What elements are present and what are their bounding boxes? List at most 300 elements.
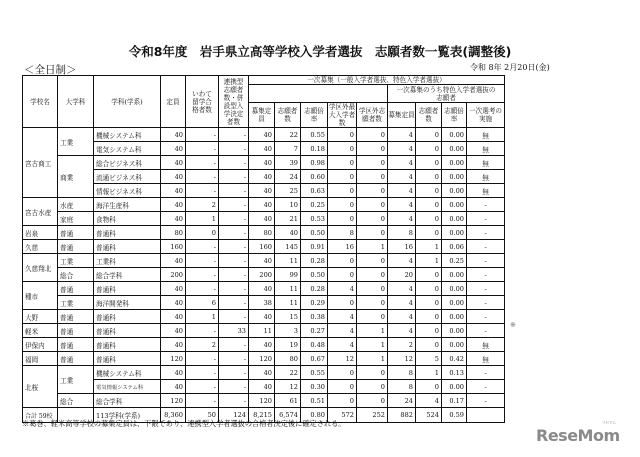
applicants-cell: 61 — [275, 394, 301, 408]
t-ratio-cell: 0.25 — [442, 254, 467, 268]
applicants-cell: 99 — [275, 268, 301, 282]
ratio-cell: 0.38 — [301, 310, 328, 324]
first-selection-cell: - — [467, 282, 505, 296]
recruit-cell: 40 — [249, 184, 275, 198]
out-max-cell: 0 — [328, 366, 357, 380]
out-max-cell: 0 — [328, 254, 357, 268]
table-row — [23, 352, 505, 366]
out-max-cell: 0 — [328, 212, 357, 226]
major-name: 水産 — [58, 198, 94, 212]
school-name: 伊保内 — [23, 338, 58, 352]
capacity-cell: 40 — [161, 366, 186, 380]
table-row — [23, 170, 505, 184]
capacity-cell: 40 — [161, 380, 186, 394]
t-ratio-cell: 0.00 — [442, 282, 467, 296]
t-recruit-cell: 4 — [388, 142, 416, 156]
t-ratio-cell: 0.00 — [442, 170, 467, 184]
dept-name: 情報ビジネス科 — [94, 184, 161, 198]
table-row — [23, 156, 505, 170]
school-name: 軽米 — [23, 324, 58, 338]
recruit-cell: 120 — [249, 352, 275, 366]
t-ratio-cell: 0.00 — [442, 142, 467, 156]
applicants-cell: 21 — [275, 212, 301, 226]
out-app-cell: 0 — [357, 282, 388, 296]
school-name: 久慈翔北 — [23, 254, 58, 282]
ratio-cell: 0.18 — [301, 142, 328, 156]
out-app-cell: 0 — [357, 254, 388, 268]
dept-name: 普通科 — [94, 240, 161, 254]
out-max-cell: 0 — [328, 184, 357, 198]
total-iwate: 50 — [186, 408, 219, 423]
major-name: 総合 — [58, 268, 94, 282]
t-ratio-cell: 0.00 — [442, 226, 467, 240]
table-row — [23, 366, 505, 380]
footnote: ※葛巻、軽米高等学校の募集定員は、下限であり、連携型入学者選抜の合格者決定後に確定される。 — [22, 419, 346, 428]
renkei-cell: - — [219, 352, 249, 366]
header-capacity: 定員 — [161, 76, 186, 128]
major-name: 普通 — [58, 226, 94, 240]
capacity-cell: 120 — [161, 394, 186, 408]
t-ratio-cell: 0.00 — [442, 296, 467, 310]
capacity-cell: 40 — [161, 282, 186, 296]
header-recruit: 募集定員 — [249, 103, 275, 128]
major-name: 工業 — [58, 254, 94, 268]
t-ratio-cell: 0.00 — [442, 380, 467, 394]
total-recruit: 8,215 — [249, 408, 275, 423]
t-recruit-cell: 20 — [388, 268, 416, 282]
out-app-cell: 1 — [357, 240, 388, 254]
ratio-cell: 0.55 — [301, 366, 328, 380]
recruit-cell: 200 — [249, 268, 275, 282]
applicants-cell: 19 — [275, 338, 301, 352]
t-recruit-cell: 16 — [388, 240, 416, 254]
major-name: 家庭 — [58, 212, 94, 226]
header-t-ratio: 志願倍率 — [442, 103, 467, 128]
applicants-cell: 80 — [275, 352, 301, 366]
total-capacity: 8,360 — [161, 408, 186, 423]
renkei-cell: - — [219, 394, 249, 408]
t-app-cell: 5 — [416, 352, 442, 366]
renkei-cell: - — [219, 170, 249, 184]
t-ratio-cell: 0.00 — [442, 128, 467, 142]
t-app-cell: 0 — [416, 184, 442, 198]
total-school: 合計 59校 — [23, 408, 58, 423]
t-app-cell: 0 — [416, 198, 442, 212]
applicants-table — [22, 75, 505, 423]
applicants-cell: 24 — [275, 170, 301, 184]
total-dept: 113学科(学系) — [94, 408, 161, 423]
first-selection-cell: 無 — [467, 156, 505, 170]
capacity-cell: 40 — [161, 254, 186, 268]
dept-name: 海洋開発科 — [94, 296, 161, 310]
table-row — [23, 184, 505, 198]
out-max-cell: 0 — [328, 170, 357, 184]
t-app-cell: 0 — [416, 324, 442, 338]
total-out-max: 572 — [328, 408, 357, 423]
out-app-cell: 0 — [357, 394, 388, 408]
ratio-cell: 0.27 — [301, 324, 328, 338]
header-blank — [249, 85, 388, 103]
t-recruit-cell: 8 — [388, 226, 416, 240]
header-first: 一次選考の実施 — [467, 103, 505, 128]
t-app-cell: 1 — [416, 240, 442, 254]
major-name: 普通 — [58, 240, 94, 254]
t-recruit-cell: 4 — [388, 170, 416, 184]
dept-name: 総合ビジネス科 — [94, 156, 161, 170]
out-app-cell: 0 — [357, 310, 388, 324]
header-dept: 学科(学系) — [94, 76, 161, 128]
table-row — [23, 324, 505, 338]
t-ratio-cell: 0.00 — [442, 324, 467, 338]
capacity-cell: 120 — [161, 352, 186, 366]
total-first-selection — [467, 408, 505, 423]
applicants-cell: 11 — [275, 254, 301, 268]
out-max-cell: 4 — [328, 324, 357, 338]
iwate-cell: 1 — [186, 310, 219, 324]
first-selection-cell: 無 — [467, 338, 505, 352]
school-name: 宮古水産 — [23, 198, 58, 226]
ratio-cell: 0.98 — [301, 156, 328, 170]
total-t-recruit: 882 — [388, 408, 416, 423]
iwate-cell: - — [186, 170, 219, 184]
renkei-cell: - — [219, 128, 249, 142]
header-school: 学校名 — [23, 76, 58, 128]
capacity-cell: 40 — [161, 324, 186, 338]
first-selection-cell: - — [467, 226, 505, 240]
school-name: 宮古商工 — [23, 128, 58, 198]
capacity-cell: 80 — [161, 226, 186, 240]
out-app-cell: 0 — [357, 268, 388, 282]
t-recruit-cell: 4 — [388, 296, 416, 310]
recruit-cell: 120 — [249, 394, 275, 408]
t-ratio-cell: 0.00 — [442, 338, 467, 352]
dept-name: 電気システム科 — [94, 142, 161, 156]
t-ratio-cell: 0.00 — [442, 310, 467, 324]
renkei-cell: - — [219, 156, 249, 170]
out-max-cell: 0 — [328, 380, 357, 394]
table-row — [23, 394, 505, 408]
t-app-cell: 0 — [416, 282, 442, 296]
applicants-cell: 11 — [275, 296, 301, 310]
ratio-cell: 0.63 — [301, 184, 328, 198]
t-app-cell: 0 — [416, 142, 442, 156]
header-ratio: 志願倍率 — [301, 103, 328, 128]
major-name: 工業 — [58, 296, 94, 310]
renkei-cell: - — [219, 226, 249, 240]
header-group2: 一次募集のうち特色入学者選抜の志願者 — [388, 85, 505, 103]
capacity-cell: 40 — [161, 310, 186, 324]
major-name: 工業 — [58, 128, 94, 156]
t-ratio-cell: 0.06 — [442, 240, 467, 254]
t-app-cell: 4 — [416, 394, 442, 408]
applicants-cell: 11 — [275, 282, 301, 296]
table-row — [23, 212, 505, 226]
renkei-cell: - — [219, 282, 249, 296]
iwate-cell: 1 — [186, 212, 219, 226]
t-recruit-cell: 12 — [388, 352, 416, 366]
out-app-cell: 0 — [357, 184, 388, 198]
table-row — [23, 268, 505, 282]
t-app-cell: 0 — [416, 212, 442, 226]
major-name: 普通 — [58, 338, 94, 352]
renkei-cell: - — [219, 296, 249, 310]
t-app-cell: 0 — [416, 310, 442, 324]
ratio-cell: 0.53 — [301, 212, 328, 226]
applicants-cell: 22 — [275, 128, 301, 142]
out-app-cell: 0 — [357, 212, 388, 226]
capacity-cell: 40 — [161, 142, 186, 156]
capacity-cell: 200 — [161, 268, 186, 282]
capacity-cell: 40 — [161, 198, 186, 212]
out-app-cell: 0 — [357, 142, 388, 156]
t-app-cell: 0 — [416, 170, 442, 184]
dept-name: 機械システム科 — [94, 128, 161, 142]
dept-name: 普通科 — [94, 338, 161, 352]
iwate-cell: - — [186, 352, 219, 366]
school-name: 久慈 — [23, 240, 58, 254]
iwate-cell: - — [186, 128, 219, 142]
out-max-cell: 4 — [328, 282, 357, 296]
recruit-cell: 40 — [249, 212, 275, 226]
recruit-cell: 40 — [249, 366, 275, 380]
iwate-cell: 6 — [186, 296, 219, 310]
major-name: 普通 — [58, 324, 94, 338]
renkei-cell: 33 — [219, 324, 249, 338]
major-name: 工業 — [58, 366, 94, 394]
t-ratio-cell: 0.42 — [442, 352, 467, 366]
major-name: 普通 — [58, 310, 94, 324]
table-row — [23, 282, 505, 296]
out-max-cell: 4 — [328, 338, 357, 352]
ratio-cell: 0.55 — [301, 128, 328, 142]
ratio-cell: 0.60 — [301, 170, 328, 184]
table-row — [23, 142, 505, 156]
header-out-app: 学区外志願者数 — [357, 103, 388, 128]
iwate-cell: - — [186, 268, 219, 282]
header-major: 大学科 — [58, 76, 94, 128]
first-selection-cell: - — [467, 310, 505, 324]
iwate-cell: - — [186, 282, 219, 296]
major-name: 普通 — [58, 282, 94, 296]
total-out-app: 252 — [357, 408, 388, 423]
t-recruit-cell: 4 — [388, 254, 416, 268]
ratio-cell: 0.67 — [301, 352, 328, 366]
recruit-cell: 40 — [249, 170, 275, 184]
school-name: 大野 — [23, 310, 58, 324]
dept-name: 普通科 — [94, 282, 161, 296]
renkei-cell: - — [219, 142, 249, 156]
first-selection-cell: 無 — [467, 128, 505, 142]
dept-name: 総合学科 — [94, 394, 161, 408]
out-max-cell: 12 — [328, 352, 357, 366]
first-selection-cell: - — [467, 212, 505, 226]
header-iwate: いわて留学合格者数 — [186, 76, 219, 128]
out-app-cell: 0 — [357, 128, 388, 142]
header-t-app: 志願者数 — [416, 103, 442, 128]
first-selection-cell: - — [467, 324, 505, 338]
logo-text: ReseMom — [536, 426, 620, 445]
renkei-cell: - — [219, 212, 249, 226]
t-recruit-cell: 4 — [388, 128, 416, 142]
total-applicants: 6,574 — [275, 408, 301, 423]
out-max-cell: 16 — [328, 240, 357, 254]
total-renkei: 124 — [219, 408, 249, 423]
iwate-cell: - — [186, 380, 219, 394]
header-t-recruit: 募集定員 — [388, 103, 416, 128]
table-row — [23, 240, 505, 254]
dept-name: 普通科 — [94, 226, 161, 240]
t-app-cell: 0 — [416, 128, 442, 142]
recruit-cell: 40 — [249, 338, 275, 352]
t-recruit-cell: 4 — [388, 324, 416, 338]
ratio-cell: 0.91 — [301, 240, 328, 254]
applicants-cell: 22 — [275, 366, 301, 380]
resemom-logo — [536, 420, 620, 445]
recruit-cell: 38 — [249, 296, 275, 310]
t-app-cell: 1 — [416, 366, 442, 380]
first-selection-cell: - — [467, 380, 505, 394]
table-row — [23, 310, 505, 324]
row-mark: ※ — [510, 321, 516, 329]
school-name: 岩泉 — [23, 226, 58, 240]
out-max-cell: 0 — [328, 296, 357, 310]
recruit-cell: 40 — [249, 128, 275, 142]
ratio-cell: 0.50 — [301, 268, 328, 282]
first-selection-cell: - — [467, 296, 505, 310]
recruit-cell: 40 — [249, 282, 275, 296]
applicants-cell: 40 — [275, 226, 301, 240]
renkei-cell: - — [219, 268, 249, 282]
table-row — [23, 254, 505, 268]
first-selection-cell: 無 — [467, 184, 505, 198]
page-title: 令和8年度 岩手県立高等学校入学者選抜 志願者数一覧表(調整後) — [128, 44, 512, 59]
applicants-cell: 15 — [275, 310, 301, 324]
applicants-cell: 12 — [275, 380, 301, 394]
school-name: 北桜 — [23, 366, 58, 408]
first-selection-cell: - — [467, 268, 505, 282]
table-row — [23, 198, 505, 212]
renkei-cell: - — [219, 338, 249, 352]
recruit-cell: 160 — [249, 240, 275, 254]
table-row — [23, 296, 505, 310]
table-row — [23, 226, 505, 240]
recruit-cell: 40 — [249, 380, 275, 394]
capacity-cell: 40 — [161, 212, 186, 226]
ratio-cell: 0.25 — [301, 198, 328, 212]
dept-name: 電気情報システム科 — [94, 380, 161, 394]
out-app-cell: 0 — [357, 198, 388, 212]
applicants-cell: 3 — [275, 324, 301, 338]
header-out-max: 学区外最大入学者数 — [328, 103, 356, 127]
t-app-cell: 0 — [416, 226, 442, 240]
t-app-cell: 1 — [416, 254, 442, 268]
t-ratio-cell: 0.17 — [442, 394, 467, 408]
iwate-cell: 2 — [186, 338, 219, 352]
t-app-cell: 0 — [416, 338, 442, 352]
t-ratio-cell: 0.00 — [442, 268, 467, 282]
first-selection-cell: - — [467, 366, 505, 380]
table-row — [23, 380, 505, 394]
capacity-cell: 40 — [161, 128, 186, 142]
iwate-cell: - — [186, 240, 219, 254]
first-selection-cell: - — [467, 240, 505, 254]
recruit-cell: 40 — [249, 254, 275, 268]
header-group1: 一次募集（一般入学者選抜、特色入学者選抜） — [249, 76, 505, 85]
t-recruit-cell: 4 — [388, 212, 416, 226]
total-ratio: 0.80 — [301, 408, 328, 423]
ratio-cell: 0.51 — [301, 394, 328, 408]
iwate-cell: 2 — [186, 198, 219, 212]
t-recruit-cell: 8 — [388, 366, 416, 380]
first-selection-cell: - — [467, 394, 505, 408]
applicants-cell: 25 — [275, 184, 301, 198]
renkei-cell: - — [219, 254, 249, 268]
iwate-cell: - — [186, 156, 219, 170]
t-ratio-cell: 0.13 — [442, 366, 467, 380]
iwate-cell: - — [186, 324, 219, 338]
recruit-cell: 80 — [249, 226, 275, 240]
logo-sub: リセマム — [601, 420, 616, 425]
renkei-cell: - — [219, 184, 249, 198]
ratio-cell: 0.28 — [301, 254, 328, 268]
iwate-cell: - — [186, 184, 219, 198]
applicants-cell: 10 — [275, 198, 301, 212]
applicants-cell: 39 — [275, 156, 301, 170]
iwate-cell: - — [186, 366, 219, 380]
ratio-cell: 0.30 — [301, 380, 328, 394]
date-label: 令和 8年 2月20日(金) — [470, 63, 550, 72]
school-name: 福岡 — [23, 352, 58, 366]
capacity-cell: 40 — [161, 338, 186, 352]
iwate-cell: - — [186, 394, 219, 408]
renkei-cell: - — [219, 240, 249, 254]
out-app-cell: 1 — [357, 324, 388, 338]
dept-name: 普通科 — [94, 352, 161, 366]
t-recruit-cell: 8 — [388, 380, 416, 394]
ratio-cell: 0.50 — [301, 226, 328, 240]
capacity-cell: 40 — [161, 156, 186, 170]
t-app-cell: 0 — [416, 156, 442, 170]
major-name: 総合 — [58, 394, 94, 408]
t-ratio-cell: 0.00 — [442, 156, 467, 170]
first-selection-cell: 無 — [467, 142, 505, 156]
out-max-cell: 0 — [328, 142, 357, 156]
out-max-cell: 0 — [328, 268, 357, 282]
t-app-cell: 0 — [416, 380, 442, 394]
recruit-cell: 40 — [249, 310, 275, 324]
total-t-ratio: 0.59 — [442, 408, 467, 423]
t-recruit-cell: 2 — [388, 338, 416, 352]
t-ratio-cell: 0.00 — [442, 212, 467, 226]
capacity-cell: 160 — [161, 240, 186, 254]
dept-name: 海洋生産科 — [94, 198, 161, 212]
t-ratio-cell: 0.00 — [442, 184, 467, 198]
out-app-cell: 0 — [357, 170, 388, 184]
first-selection-cell: 無 — [467, 352, 505, 366]
t-ratio-cell: 0.00 — [442, 198, 467, 212]
t-app-cell: 0 — [416, 268, 442, 282]
t-recruit-cell: 4 — [388, 198, 416, 212]
out-app-cell: 1 — [357, 338, 388, 352]
recruit-cell: 40 — [249, 156, 275, 170]
recruit-cell: 40 — [249, 198, 275, 212]
t-recruit-cell: 4 — [388, 156, 416, 170]
table-row — [23, 128, 505, 142]
applicants-cell: 7 — [275, 142, 301, 156]
header-renkei: 連携型志願者数・併設型入学決定者数 — [219, 76, 249, 128]
capacity-cell: 40 — [161, 184, 186, 198]
out-app-cell: 0 — [357, 366, 388, 380]
